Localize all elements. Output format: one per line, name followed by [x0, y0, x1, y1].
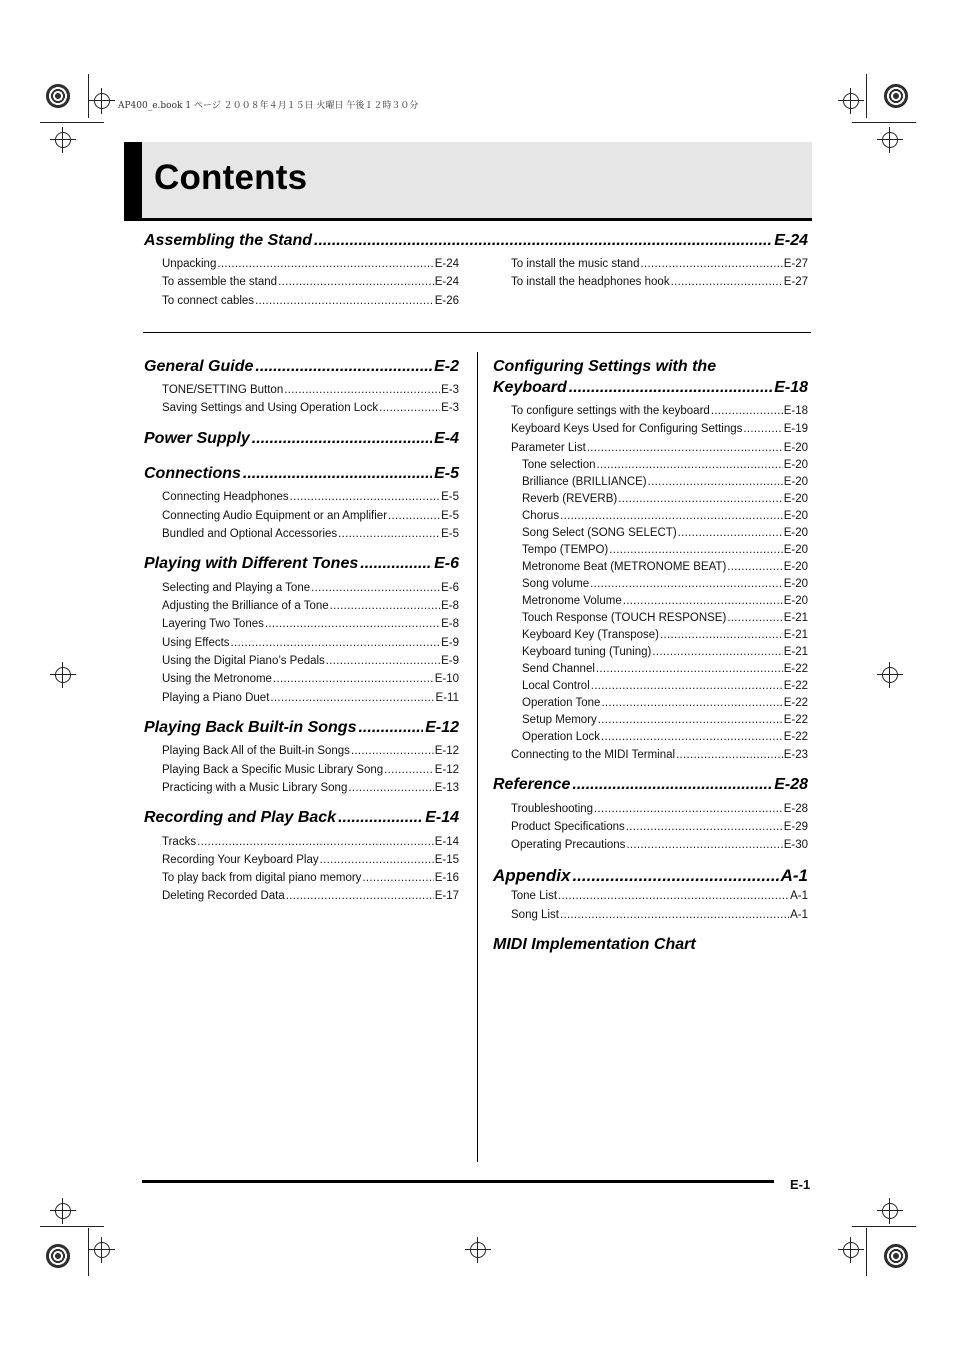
crosshair-icon — [843, 1242, 859, 1258]
toc-entry[interactable]: Deleting Recorded Data ..... E-17 — [162, 890, 459, 902]
page-title: Contents — [154, 158, 308, 197]
column-divider — [477, 352, 478, 1162]
crop-line — [40, 122, 104, 123]
toc-entry[interactable]: Using the Digital Piano’s Pedals ..... E-9 — [162, 655, 459, 667]
toc-entry[interactable]: Playing Back All of the Built-in Songs ..... E-12 — [162, 745, 459, 757]
toc-entry[interactable]: Playing a Piano Duet ..... E-11 — [162, 692, 459, 704]
toc-subentry[interactable]: Keyboard Key (Transpose) ..... E-21 — [522, 629, 808, 641]
toc-entry[interactable]: Adjusting the Brilliance of a Tone ..... E-8 — [162, 600, 459, 612]
toc-entry[interactable]: To install the music stand ..... E-27 — [511, 258, 808, 270]
toc-entry[interactable]: Operating Precautions ..... E-30 — [511, 839, 808, 851]
toc-subentry[interactable]: Metronome Beat (METRONOME BEAT) ..... E-20 — [522, 561, 808, 573]
crop-line — [88, 74, 89, 118]
toc-section-configuring[interactable]: Keyboard ..... E-18 — [493, 379, 808, 397]
toc-entry[interactable]: To configure settings with the keyboard ..... E-18 — [511, 405, 808, 417]
toc-subentry[interactable]: Setup Memory ..... E-22 — [522, 714, 808, 726]
toc-entry[interactable]: Song List ..... A-1 — [511, 909, 808, 921]
toc-entry[interactable]: Parameter List ..... E-20 — [511, 442, 808, 454]
toc-subentry[interactable]: Operation Lock ..... E-22 — [522, 731, 808, 743]
crosshair-icon — [55, 132, 71, 148]
page-number: E-1 — [790, 1177, 811, 1192]
crop-line — [866, 1228, 867, 1276]
crop-line — [88, 1228, 89, 1276]
crosshair-icon — [882, 132, 898, 148]
crop-line — [852, 1226, 916, 1227]
toc-section-recording[interactable]: Recording and Play Back ..... E-14 — [144, 809, 459, 827]
crosshair-icon — [55, 667, 71, 683]
toc-subentry[interactable]: Touch Response (TOUCH RESPONSE) ..... E-21 — [522, 612, 808, 624]
toc-section-tones[interactable]: Playing with Different Tones ..... E-6 — [144, 555, 459, 573]
toc-subentry[interactable]: Tone selection ..... E-20 — [522, 459, 808, 471]
toc-subentry[interactable]: Local Control ..... E-22 — [522, 680, 808, 692]
toc-entry[interactable]: Connecting Audio Equipment or an Amplifier ..... E-5 — [162, 510, 459, 522]
toc-section-built-in-songs[interactable]: Playing Back Built-in Songs ..... E-12 — [144, 719, 459, 737]
toc-subentry[interactable]: Keyboard tuning (Tuning) ..... E-21 — [522, 646, 808, 658]
toc-entry[interactable]: Connecting Headphones ..... E-5 — [162, 491, 459, 503]
crosshair-icon — [94, 93, 110, 109]
crosshair-icon — [882, 1203, 898, 1219]
toc-section-general-guide[interactable]: General Guide ..... E-2 — [144, 358, 459, 376]
crosshair-icon — [55, 1203, 71, 1219]
crosshair-icon — [94, 1242, 110, 1258]
toc-entry[interactable]: Keyboard Keys Used for Configuring Settings ..... E-19 — [511, 423, 808, 435]
toc-section-assembling[interactable]: Assembling the Stand ..... E-24 — [144, 232, 808, 250]
crop-line — [40, 1226, 104, 1227]
toc-entry[interactable]: Tracks ..... E-14 — [162, 836, 459, 848]
toc-entry[interactable]: Playing Back a Specific Music Library Song ..... E-12 — [162, 764, 459, 776]
toc-entry[interactable]: To install the headphones hook ..... E-27 — [511, 276, 808, 288]
toc-entry[interactable]: Bundled and Optional Accessories ..... E-5 — [162, 528, 459, 540]
toc-entry[interactable]: To connect cables ..... E-26 — [162, 295, 459, 307]
toc-section-configuring-line1[interactable]: Configuring Settings with the — [493, 358, 717, 375]
toc-subentry[interactable]: Brilliance (BRILLIANCE) ..... E-20 — [522, 476, 808, 488]
toc-entry[interactable]: Troubleshooting ..... E-28 — [511, 803, 808, 815]
toc-entry[interactable]: Selecting and Playing a Tone ..... E-6 — [162, 582, 459, 594]
toc-entry[interactable]: Connecting to the MIDI Terminal ..... E-23 — [511, 749, 808, 761]
toc-subentry[interactable]: Song volume ..... E-20 — [522, 578, 808, 590]
toc-entry[interactable]: TONE/SETTING Button ..... E-3 — [162, 384, 459, 396]
toc-entry[interactable]: Saving Settings and Using Operation Lock ..... E-3 — [162, 402, 459, 414]
toc-subentry[interactable]: Song Select (SONG SELECT) ..... E-20 — [522, 527, 808, 539]
toc-subentry[interactable]: Metronome Volume ..... E-20 — [522, 595, 808, 607]
registration-target-icon — [884, 84, 908, 108]
toc-entry[interactable]: Layering Two Tones ..... E-8 — [162, 618, 459, 630]
section-divider — [143, 332, 811, 333]
toc-subentry[interactable]: Reverb (REVERB) ..... E-20 — [522, 493, 808, 505]
toc-entry[interactable]: Product Specifications ..... E-29 — [511, 821, 808, 833]
registration-target-icon — [46, 1244, 70, 1268]
crosshair-icon — [843, 93, 859, 109]
toc-section-midi-chart[interactable]: MIDI Implementation Chart — [493, 936, 696, 953]
toc-section-reference[interactable]: Reference ..... E-28 — [493, 776, 808, 794]
title-accent-bar — [124, 142, 142, 218]
toc-subentry[interactable]: Operation Tone ..... E-22 — [522, 697, 808, 709]
toc-entry[interactable]: Practicing with a Music Library Song ..... E-13 — [162, 782, 459, 794]
toc-section-power-supply[interactable]: Power Supply ..... E-4 — [144, 430, 459, 448]
toc-section-connections[interactable]: Connections ..... E-5 — [144, 465, 459, 483]
crop-line — [852, 122, 916, 123]
footer-rule — [142, 1180, 774, 1183]
title-banner — [124, 142, 812, 221]
registration-target-icon — [884, 1244, 908, 1268]
toc-entry[interactable]: Using Effects ..... E-9 — [162, 637, 459, 649]
toc-entry[interactable]: Recording Your Keyboard Play ..... E-15 — [162, 854, 459, 866]
crosshair-icon — [882, 667, 898, 683]
toc-subentry[interactable]: Send Channel ..... E-22 — [522, 663, 808, 675]
file-header-line: AP400_e.book 1 ページ ２００８年４月１５日 火曜日 午後１２時３０分 — [118, 101, 419, 111]
toc-entry[interactable]: Tone List ..... A-1 — [511, 890, 808, 902]
toc-subentry[interactable]: Tempo (TEMPO) ..... E-20 — [522, 544, 808, 556]
toc-subentry[interactable]: Chorus ..... E-20 — [522, 510, 808, 522]
registration-target-icon — [46, 84, 70, 108]
toc-section-appendix[interactable]: Appendix ..... A-1 — [493, 866, 808, 886]
toc-entry[interactable]: To play back from digital piano memory ..... E-16 — [162, 872, 459, 884]
crop-line — [866, 74, 867, 118]
toc-entry[interactable]: Using the Metronome ..... E-10 — [162, 673, 459, 685]
crosshair-icon — [470, 1242, 486, 1258]
toc-entry[interactable]: Unpacking ..... E-24 — [162, 258, 459, 270]
toc-entry[interactable]: To assemble the stand ..... E-24 — [162, 276, 459, 288]
